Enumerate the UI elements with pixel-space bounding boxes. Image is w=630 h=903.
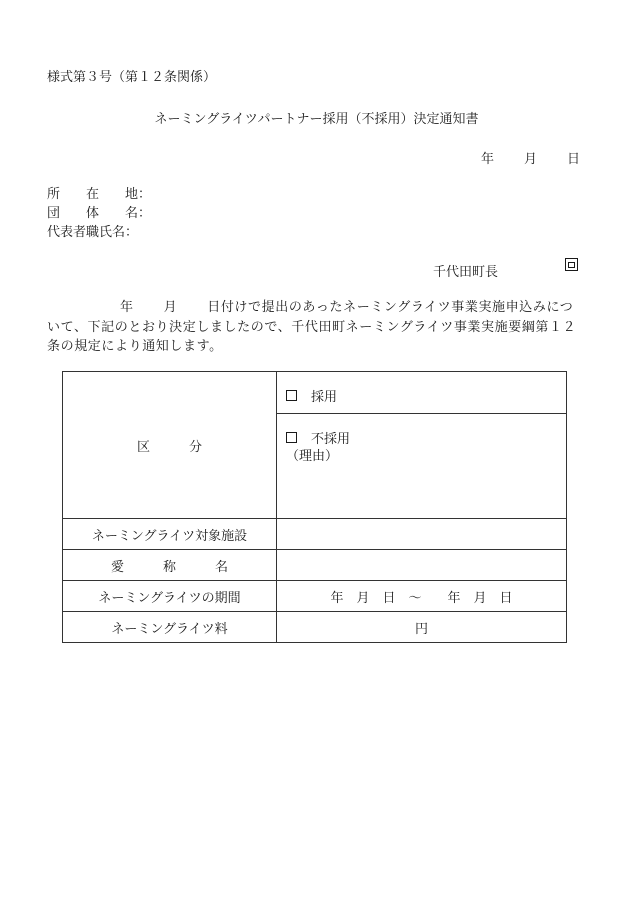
nickname-label: 愛 称 名: [63, 550, 277, 581]
category-label: 区 分: [63, 372, 277, 519]
form-number: 様式第３号（第１２条関係）: [47, 70, 217, 85]
date-year: 年: [480, 152, 494, 167]
document-title: ネーミングライツパートナー採用（不採用）決定通知書: [154, 112, 479, 127]
period-value[interactable]: 年 月 日 ～ 年 月 日: [277, 581, 567, 612]
representative-label: 代表者職氏名：: [47, 225, 139, 240]
period-label: ネーミングライツの期間: [63, 581, 277, 612]
seal-icon: [565, 258, 578, 271]
option-adopt-cell: [277, 372, 567, 414]
notice-body: [47, 298, 583, 357]
date-day: 日: [566, 152, 580, 167]
date-line: [481, 148, 580, 167]
sender-name: 千代田町長: [433, 265, 499, 280]
organization-label: 団 体 名：: [47, 206, 152, 221]
recipient-block: [47, 185, 151, 242]
body-month: 月: [163, 300, 178, 315]
date-month: 月: [523, 152, 537, 167]
reason-label: （理由）: [286, 449, 339, 464]
facility-label: ネーミングライツ対象施設: [63, 519, 277, 550]
reject-checkbox[interactable]: [286, 432, 297, 443]
decision-table: [62, 371, 567, 643]
adopt-checkbox[interactable]: [286, 390, 297, 401]
nickname-value[interactable]: [277, 550, 567, 581]
option-reject-label: 不採用: [311, 432, 351, 447]
fee-label: ネーミングライツ料: [63, 612, 277, 643]
body-year: 年: [120, 300, 134, 315]
address-label: 所 在 地：: [47, 187, 152, 202]
fee-value[interactable]: 円: [277, 612, 567, 643]
facility-value[interactable]: [277, 519, 567, 550]
option-reject-cell: [277, 414, 567, 519]
body-text: 日付けで提出のあったネーミングライツ事業実施申込みについて、下記のとおり決定しましたので、千代田町ネーミングライツ事業実施要綱第１２条の規定により通知します。: [47, 300, 577, 354]
option-adopt-label: 採用: [311, 390, 338, 405]
